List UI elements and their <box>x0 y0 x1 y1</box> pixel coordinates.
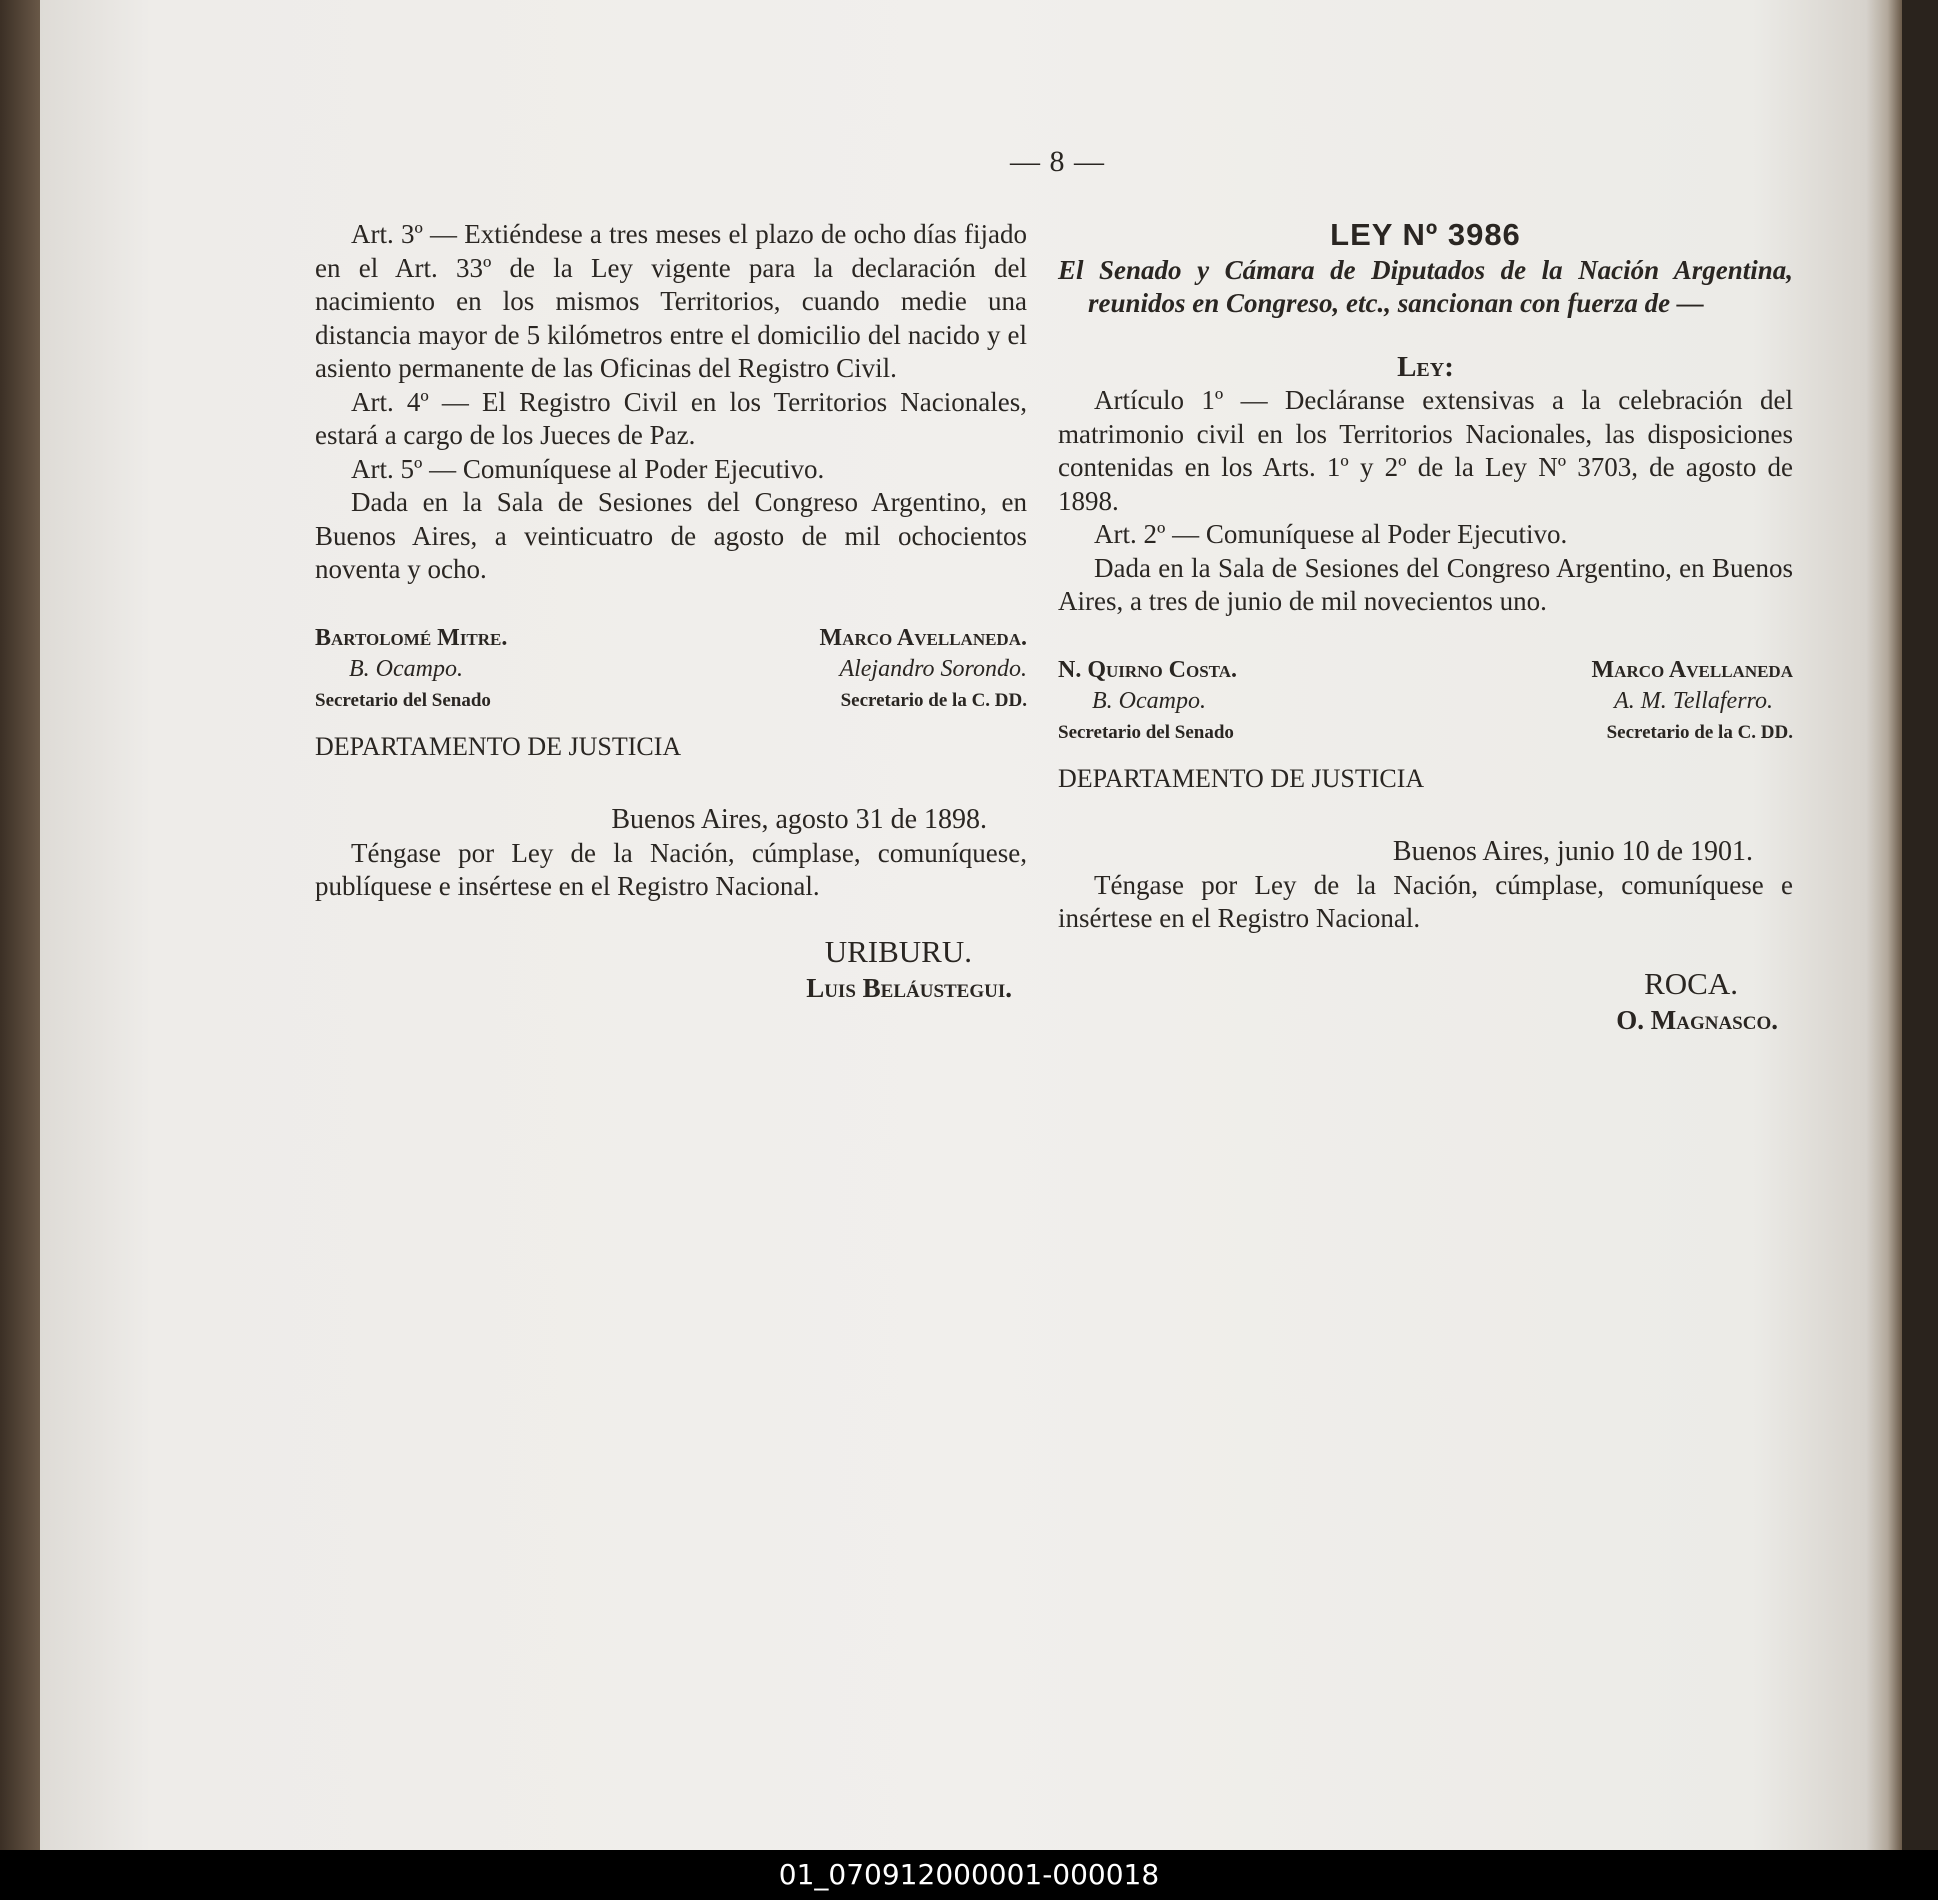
signature-secretary: B. Ocampo. <box>1092 687 1206 714</box>
signature-secretary: A. M. Tellaferro. <box>1614 687 1773 714</box>
signature-name: N. Quirno Costa. <box>1058 656 1238 683</box>
signature-block <box>1058 655 1793 748</box>
minister-name: Luis Beláustegui. <box>806 972 1012 1003</box>
article-5: Art. 5º — Comuníquese al Poder Ejecutivo. <box>351 453 825 484</box>
signature-secretary: B. Ocampo. <box>349 655 463 682</box>
signature-role: Secretario de la C. DD. <box>1606 721 1793 743</box>
article-3: Art. 3º — Extiéndese a tres meses el plazo de ocho días fijado en el Art. 33º de la Ley vigente para la declaración del nacimiento en los mismos Territorios, cuando medie una distancia mayor de 5 kilómetros entre el domicilio del nacido y el asiento permanente de las Oficinas del Registro Civil. <box>315 219 1027 383</box>
signature-senate <box>1058 655 1237 748</box>
signature-chamber <box>1592 655 1793 748</box>
dada-paragraph: Dada en la Sala de Sesiones del Congreso Argentino, en Buenos Aires, a tres de junio de mil novecientos uno. <box>1058 552 1793 616</box>
department-heading: DEPARTAMENTO DE JUSTICIA <box>315 731 682 761</box>
article-1: Artículo 1º — Decláranse extensivas a la celebración del matrimonio civil en los Territorios Nacionales, las disposiciones contenidas en los Arts. 1º y 2º de la Ley Nº 3703, de agosto de 1898. <box>1058 385 1793 516</box>
article-2: Art. 2º — Comuníquese al Poder Ejecutivo. <box>1094 519 1568 549</box>
signature-block <box>315 623 1027 716</box>
decree-text: Téngase por Ley de la Nación, cúmplase, comuníquese e insértese en el Registro Nacional. <box>1058 869 1793 933</box>
page-number: — 8 — <box>1010 145 1105 178</box>
signature-chamber <box>820 623 1027 716</box>
ley-heading: Ley: <box>1397 350 1454 383</box>
department-heading: DEPARTAMENTO DE JUSTICIA <box>1058 763 1425 793</box>
decree-text: Téngase por Ley de la Nación, cúmplase, comuníquese, publíquese e insértese en el Registro Nacional. <box>315 837 1027 901</box>
signature-role: Secretario del Senado <box>315 689 491 711</box>
decree-date: Buenos Aires, junio 10 de 1901. <box>1392 836 1753 867</box>
executive-name: URIBURU. <box>824 933 972 969</box>
signature-senate <box>315 623 507 716</box>
signature-name: Bartolomé Mitre. <box>315 624 508 651</box>
executive-signature <box>315 934 1027 1006</box>
signature-secretary: Alejandro Sorondo. <box>839 655 1027 682</box>
article-4: Art. 4º — El Registro Civil en los Territorios Nacionales, estará a cargo de los Jueces de Paz. <box>315 386 1027 450</box>
executive-signature <box>1058 966 1793 1038</box>
dada-paragraph: Dada en la Sala de Sesiones del Congreso Argentino, en Buenos Aires, a veinticuatro de agosto de mil ochocientos noventa y ocho. <box>315 487 1027 584</box>
image-id-label: 01_070912000001-000018 <box>0 1850 1938 1900</box>
signature-role: Secretario del Senado <box>1058 721 1234 743</box>
signature-role: Secretario de la C. DD. <box>840 689 1027 711</box>
signature-name: Marco Avellaneda. <box>819 624 1027 651</box>
executive-name: ROCA. <box>1644 965 1738 1001</box>
minister-name: O. Magnasco. <box>1616 1004 1778 1035</box>
left-column <box>315 218 1027 1006</box>
right-column <box>1058 218 1793 1038</box>
enacting-clause <box>1058 254 1793 321</box>
page-edge <box>1866 0 1902 1850</box>
enacting-text: El Senado y Cámara de Diputados de la Nación Argentina, reunidos en Congreso, etc., sancionan con fuerza de — <box>1058 254 1793 318</box>
decree-date: Buenos Aires, agosto 31 de 1898. <box>611 804 987 835</box>
law-title: LEY Nº 3986 <box>1330 217 1521 252</box>
signature-name: Marco Avellaneda <box>1591 656 1793 683</box>
